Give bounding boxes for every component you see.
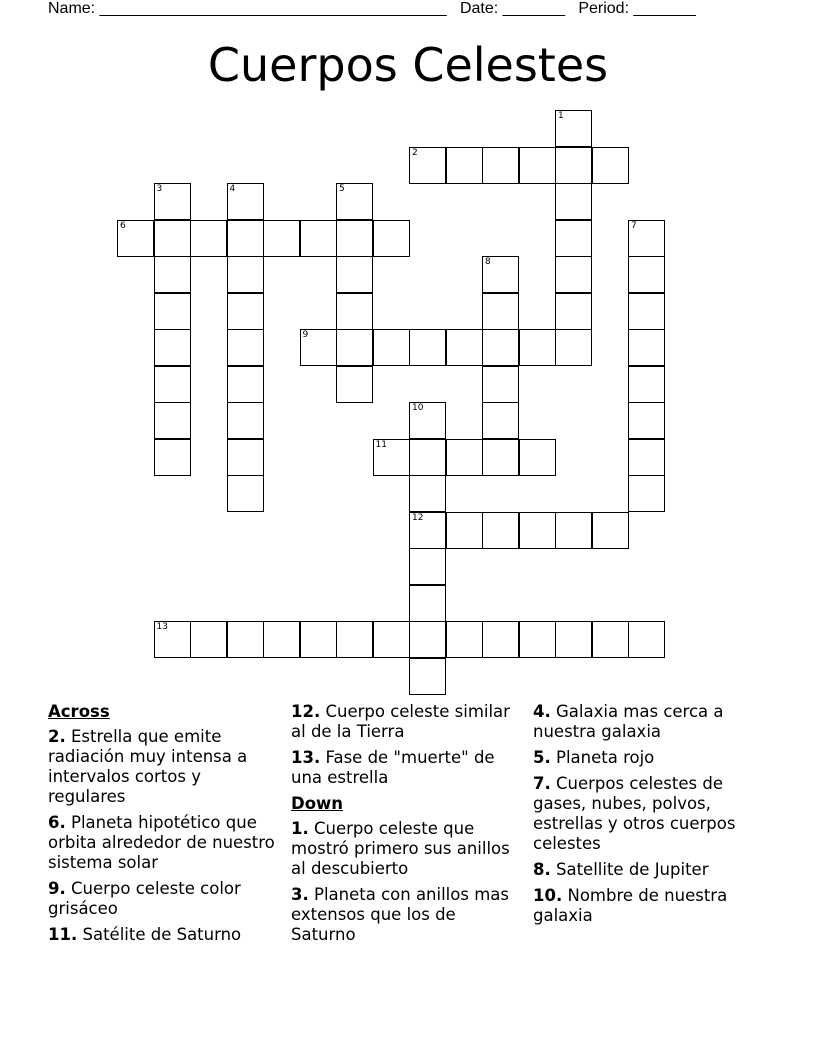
grid-cell[interactable]: [336, 220, 373, 257]
grid-cell[interactable]: [117, 220, 154, 257]
clue-number: 11: [375, 439, 387, 450]
grid-cell[interactable]: [555, 512, 592, 549]
clues-column-2: [291, 702, 523, 951]
grid-cell[interactable]: [154, 183, 191, 220]
grid-cell[interactable]: [409, 147, 446, 184]
grid-cell[interactable]: [154, 293, 191, 330]
grid-cell[interactable]: [482, 621, 519, 658]
grid-cell[interactable]: [409, 475, 446, 512]
clue-number: 4: [229, 184, 236, 194]
clue-across-13: 13. Fase de "muerte" de una estrella: [291, 748, 495, 787]
grid-cell[interactable]: [519, 329, 556, 366]
clue-down-1: 1. Cuerpo celeste que mostró primero sus anillos al descubierto: [291, 819, 510, 878]
clue-down-8: 8. Satellite de Jupiter: [533, 860, 709, 879]
grid-cell[interactable]: [227, 439, 264, 476]
grid-cell[interactable]: [336, 366, 373, 403]
grid-cell[interactable]: [555, 147, 592, 184]
period-label: Period:: [578, 0, 630, 17]
clue-across-11: 11. Satélite de Saturno: [48, 925, 242, 944]
grid-cell[interactable]: [409, 658, 446, 695]
grid-cell[interactable]: [373, 329, 410, 366]
clue-number: 5: [339, 184, 345, 194]
grid-cell[interactable]: [409, 585, 446, 622]
clues-column-3: [533, 702, 773, 932]
grid-cell[interactable]: [555, 110, 592, 147]
clue-number: 8: [485, 257, 491, 267]
clue-number: 12: [412, 512, 424, 523]
grid-cell[interactable]: [409, 548, 446, 585]
grid-cell[interactable]: [336, 329, 373, 366]
grid-cell[interactable]: [446, 621, 483, 658]
grid-cell[interactable]: [482, 147, 519, 184]
grid-cell[interactable]: [154, 621, 191, 658]
grid-cell[interactable]: [628, 475, 665, 512]
date-label: Date:: [459, 0, 499, 17]
clue-across-6: 6. Planeta hipotético que orbita alrededor de nuestro sistema solar: [48, 813, 275, 872]
clue-down-10: 10. Nombre de nuestra galaxia: [533, 886, 728, 925]
grid-cell[interactable]: [519, 439, 556, 476]
grid-cell[interactable]: [190, 621, 227, 658]
grid-cell[interactable]: [446, 439, 483, 476]
clue-number: 9: [302, 330, 309, 340]
date-field[interactable]: _______: [502, 0, 565, 17]
grid-cell[interactable]: [555, 621, 592, 658]
page-title: Cuerpos Celestes: [207, 38, 609, 92]
grid-cell[interactable]: [628, 329, 665, 366]
grid-cell[interactable]: [409, 439, 446, 476]
grid-cell[interactable]: [628, 293, 665, 330]
grid-cell[interactable]: [263, 621, 300, 658]
grid-cell[interactable]: [519, 621, 556, 658]
grid-cell[interactable]: [482, 512, 519, 549]
grid-cell[interactable]: [227, 220, 264, 257]
grid-cell[interactable]: [628, 256, 665, 293]
grid-cell[interactable]: [628, 439, 665, 476]
grid-cell[interactable]: [555, 183, 592, 220]
down-heading: Down: [291, 794, 344, 813]
grid-cell[interactable]: [592, 621, 629, 658]
grid-cell[interactable]: [227, 366, 264, 403]
grid-cell[interactable]: [373, 621, 410, 658]
grid-cell[interactable]: [154, 220, 191, 257]
grid-cell[interactable]: [409, 402, 446, 439]
grid-cell[interactable]: [592, 147, 629, 184]
clue-number: 6: [120, 220, 126, 231]
grid-cell[interactable]: [482, 366, 519, 403]
grid-cell[interactable]: [482, 402, 519, 439]
clue-number: 1: [558, 111, 564, 121]
grid-cell[interactable]: [482, 293, 519, 330]
clue-across-2: 2. Estrella que emite radiación muy intensa a intervalos cortos y regulares: [48, 727, 248, 806]
grid-cell[interactable]: [154, 256, 191, 293]
grid-cell[interactable]: [628, 220, 665, 257]
grid-cell[interactable]: [154, 366, 191, 403]
grid-cell[interactable]: [555, 329, 592, 366]
grid-cell[interactable]: [263, 220, 300, 257]
clue-number: 2: [412, 147, 418, 158]
across-heading: Across: [48, 702, 110, 721]
grid-cell[interactable]: [628, 366, 665, 403]
grid-cell[interactable]: [446, 512, 483, 549]
clue-number: 10: [412, 403, 424, 413]
grid-cell[interactable]: [300, 621, 337, 658]
grid-cell[interactable]: [227, 329, 264, 366]
name-label: Name:: [48, 0, 96, 17]
grid-cell[interactable]: [446, 147, 483, 184]
grid-cell[interactable]: [409, 329, 446, 366]
grid-cell[interactable]: [482, 329, 519, 366]
grid-cell[interactable]: [336, 621, 373, 658]
grid-cell[interactable]: [628, 402, 665, 439]
grid-cell[interactable]: [519, 147, 556, 184]
grid-cell[interactable]: [227, 293, 264, 330]
grid-cell[interactable]: [336, 183, 373, 220]
name-field[interactable]: _______________________________________: [99, 0, 447, 17]
grid-cell[interactable]: [300, 329, 337, 366]
clue-number: 13: [156, 622, 168, 632]
grid-cell[interactable]: [300, 220, 337, 257]
grid-cell[interactable]: [336, 293, 373, 330]
grid-cell[interactable]: [373, 220, 410, 257]
grid-cell[interactable]: [555, 293, 592, 330]
clue-down-3: 3. Planeta con anillos mas extensos que los de Saturno: [291, 885, 509, 944]
grid-cell[interactable]: [628, 621, 665, 658]
grid-cell[interactable]: [227, 183, 264, 220]
grid-cell[interactable]: [555, 256, 592, 293]
clue-across-12: 12. Cuerpo celeste similar al de la Tierra: [291, 702, 510, 741]
grid-cell[interactable]: [227, 621, 264, 658]
grid-cell[interactable]: [482, 439, 519, 476]
period-field[interactable]: _______: [633, 0, 696, 17]
clue-number: 3: [156, 184, 163, 194]
grid-cell[interactable]: [154, 329, 191, 366]
clue-down-4: 4. Galaxia mas cerca a nuestra galaxia: [533, 702, 724, 741]
grid-cell[interactable]: [336, 256, 373, 293]
grid-cell[interactable]: [227, 256, 264, 293]
clues-column-1: [48, 702, 280, 951]
grid-cell[interactable]: [519, 512, 556, 549]
grid-cell[interactable]: [227, 402, 264, 439]
grid-cell[interactable]: [409, 512, 446, 549]
clue-down-7: 7. Cuerpos celestes de gases, nubes, polvos, estrellas y otros cuerpos celestes: [533, 774, 736, 853]
clue-down-5: 5. Planeta rojo: [533, 748, 655, 767]
grid-cell[interactable]: [409, 621, 446, 658]
grid-cell[interactable]: [482, 256, 519, 293]
grid-cell[interactable]: [227, 475, 264, 512]
grid-cell[interactable]: [154, 439, 191, 476]
clue-across-9: 9. Cuerpo celeste color grisáceo: [48, 879, 241, 918]
grid-cell[interactable]: [446, 329, 483, 366]
grid-cell[interactable]: [592, 512, 629, 549]
clue-number: 7: [631, 220, 637, 231]
grid-cell[interactable]: [154, 402, 191, 439]
grid-cell[interactable]: [373, 439, 410, 476]
grid-cell[interactable]: [555, 220, 592, 257]
grid-cell[interactable]: [190, 220, 227, 257]
